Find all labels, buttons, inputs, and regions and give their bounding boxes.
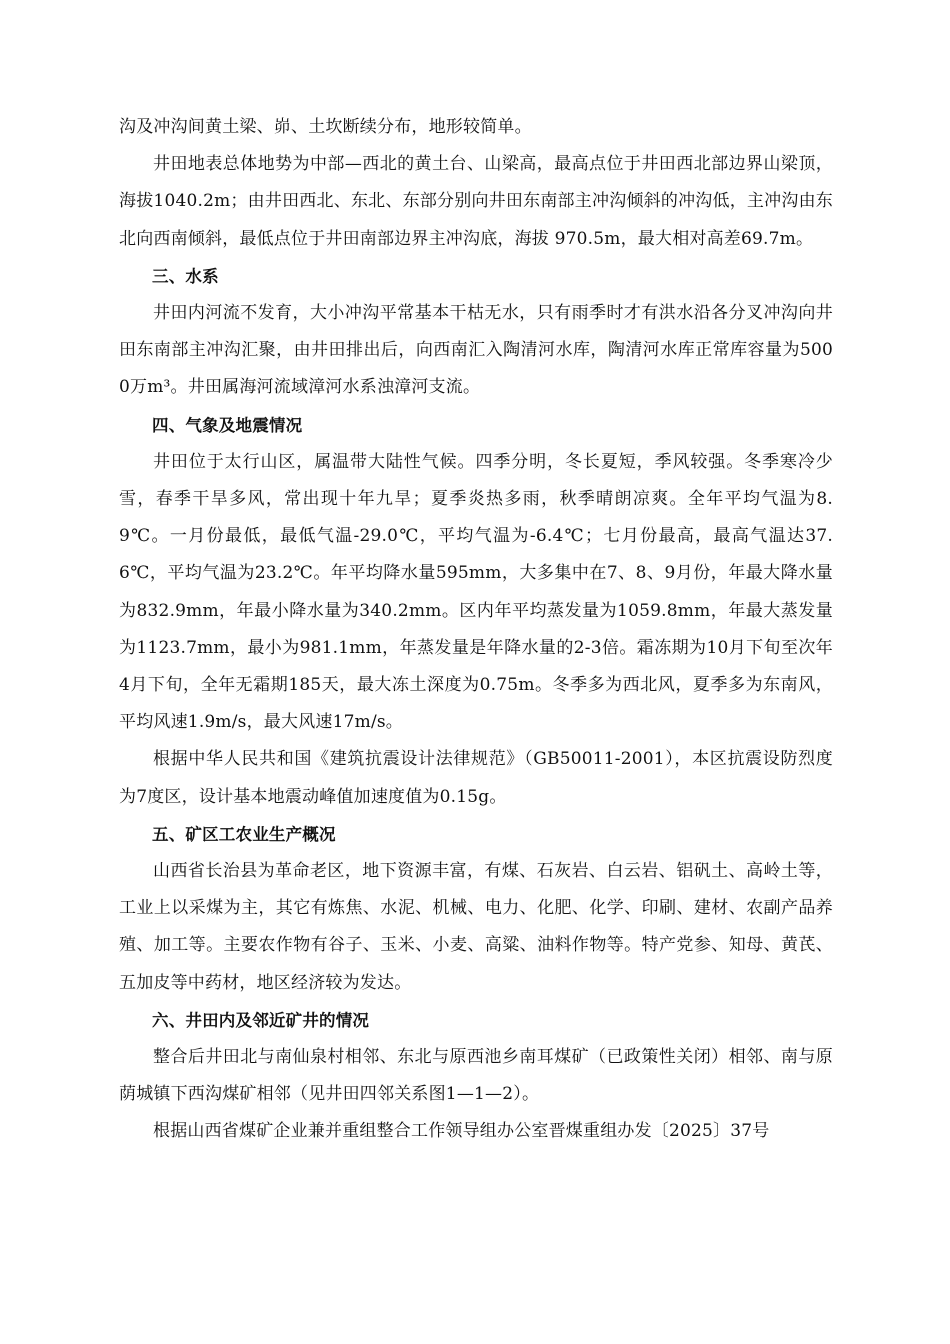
paragraph-seismic: 根据中华人民共和国《建筑抗震设计法律规范》（GB50011-2001），本区抗震设防烈度为7度区，设计基本地震动峰值加速度值为0.15g。	[119, 749, 833, 807]
section-heading-water-system: 三、水系	[152, 266, 219, 286]
section-heading-neighboring-mines: 六、井田内及邻近矿井的情况	[152, 1010, 370, 1030]
section-heading-industry: 五、矿区工农业生产概况	[152, 824, 336, 844]
paragraph-water-system: 井田内河流不发育，大小冲沟平常基本干枯无水，只有雨季时才有洪水沿各分叉冲沟向井田东南部主冲沟汇聚，由井田排出后，向西南汇入陶清河水库，陶清河水库正常库容量为5000万m³。井田属海河流域漳河水系浊漳河支流。	[119, 303, 833, 398]
paragraph-terrain: 井田地表总体地势为中部—西北的黄土台、山梁高，最高点位于井田西北部边界山梁顶，海拔1040.2m；由井田西北、东北、东部分别向井田东南部主冲沟倾斜的冲沟低，主冲沟由东北向西南倾斜，最低点位于井田南部边界主冲沟底，海拔 970.5m，最大相对高差69.7m。	[119, 154, 833, 249]
paragraph-industry: 山西省长治县为革命老区，地下资源丰富，有煤、石灰岩、白云岩、铝矾土、高岭土等，工业上以采煤为主，其它有炼焦、水泥、机械、电力、化肥、化学、印刷、建材、农副产品养殖、加工等。主要农作物有谷子、玉米、小麦、高粱、油料作物等。特产党参、知母、黄芪、五加皮等中药材，地区经济较为发达。	[119, 861, 833, 993]
paragraph-neighboring-mines: 整合后井田北与南仙泉村相邻、东北与原西池乡南耳煤矿（已政策性关闭）相邻、南与原荫城镇下西沟煤矿相邻（见井田四邻关系图1—1—2）。	[119, 1047, 833, 1105]
document-body	[119, 109, 833, 1151]
paragraph-reorganization: 根据山西省煤矿企业兼并重组整合工作领导组办公室晋煤重组办发〔2025〕37号	[153, 1121, 770, 1142]
paragraph-terrain-continuation: 沟及冲沟间黄土梁、峁、土坎断续分布，地形较简单。	[119, 117, 532, 137]
section-heading-climate-seismic: 四、气象及地震情况	[152, 415, 303, 435]
paragraph-climate: 井田位于太行山区，属温带大陆性气候。四季分明，冬长夏短，季风较强。冬季寒冷少雪，春季干旱多风，常出现十年九旱；夏季炎热多雨，秋季晴朗凉爽。全年平均气温为8.9℃。一月份最低，最低气温-29.0℃，平均气温为-6.4℃；七月份最高，最高气温达37.6℃，平均气温为23.2℃。年平均降水量595mm，大多集中在7、8、9月份，年最大降水量为832.9mm，年最小降水量为340.2mm。区内年平均蒸发量为1059.8mm，年最大蒸发量为1123.7mm，最小为981.1mm，年蒸发量是年降水量的2-3倍。霜冻期为10月下旬至次年4月下旬，全年无霜期185天，最大冻土深度为0.75m。冬季多为西北风，夏季多为东南风，平均风速1.9m/s，最大风速17m/s。	[119, 451, 833, 733]
